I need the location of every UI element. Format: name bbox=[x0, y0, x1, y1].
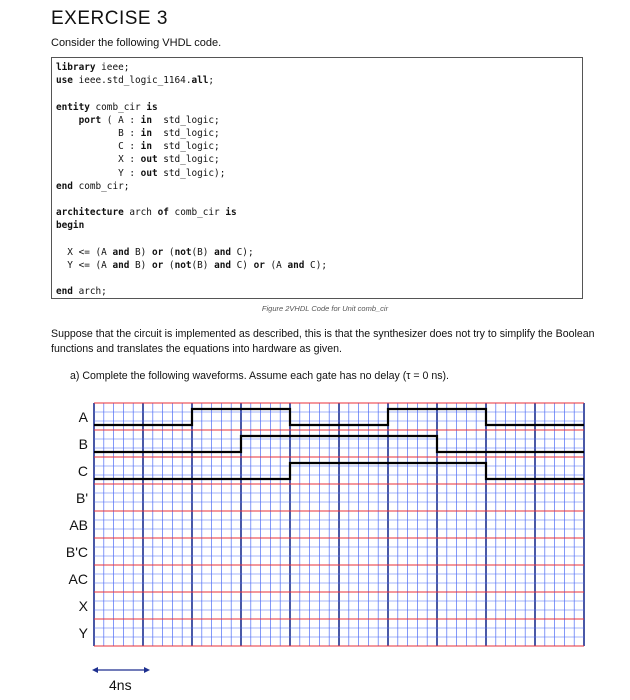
code-line: use ieee.std_logic_1164.all; bbox=[56, 75, 215, 87]
description-paragraph: Suppose that the circuit is implemented as described, this is that the synthesizer does not try to simplify the Boolean functions and translates the equations into hardware as given. bbox=[51, 328, 595, 355]
signal-label: C bbox=[77, 463, 88, 479]
signal-label: A bbox=[78, 409, 88, 425]
time-scale-label: 4ns bbox=[109, 677, 132, 693]
code-line: end comb_cir; bbox=[56, 180, 130, 192]
code-line: Y <= (A and B) or (not(B) and C) or (A and C); bbox=[56, 260, 327, 272]
code-line: entity comb_cir is bbox=[56, 101, 158, 113]
code-line: Y : out std_logic); bbox=[56, 167, 226, 179]
vhdl-code-box bbox=[51, 57, 583, 299]
code-line: C : in std_logic; bbox=[56, 141, 220, 153]
signal-label: B' bbox=[75, 490, 88, 506]
signal-label: Y bbox=[78, 625, 88, 641]
code-line: port ( A : in std_logic; bbox=[78, 114, 220, 126]
code-line: B : in std_logic; bbox=[56, 128, 220, 140]
signal-label: B bbox=[78, 436, 88, 452]
time-scale-arrow bbox=[92, 667, 150, 673]
signal-label: AC bbox=[68, 571, 88, 587]
exercise-title: EXERCISE 3 bbox=[51, 8, 168, 29]
code-line: X <= (A and B) or (not(B) and C); bbox=[56, 246, 254, 258]
code-line: library ieee; bbox=[56, 62, 130, 73]
signal-label: B'C bbox=[65, 544, 88, 560]
figure-caption: Figure 2VHDL Code for Unit comb_cir bbox=[261, 304, 389, 313]
code-line: begin bbox=[56, 220, 85, 232]
waveform-grid bbox=[0, 395, 630, 700]
code-line: architecture arch of comb_cir is bbox=[56, 207, 237, 219]
question-a: a) Complete the following waveforms. Assume each gate has no delay (τ = 0 ns). bbox=[70, 370, 449, 382]
intro-text: Consider the following VHDL code. bbox=[51, 37, 222, 49]
code-line: end arch; bbox=[56, 286, 107, 298]
signal-label: AB bbox=[69, 517, 88, 533]
code-line: X : out std_logic; bbox=[56, 154, 220, 166]
vhdl-code bbox=[52, 58, 582, 299]
signal-label: X bbox=[78, 598, 88, 614]
